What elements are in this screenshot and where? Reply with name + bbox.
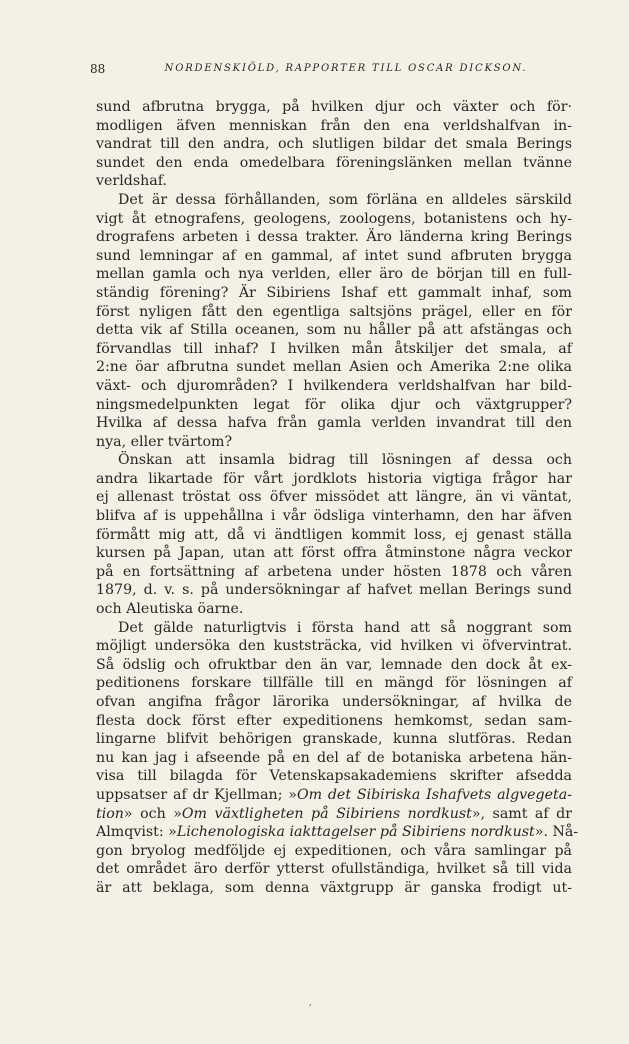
italic-title: tion: [96, 805, 124, 822]
text-line: Hvilka af dessa hafva från gamla verlden invandrat till den: [96, 415, 572, 432]
text-line: flesta dock först efter expeditionens hemkomst, sedan sam-: [96, 712, 572, 729]
text-line: möjligt undersöka den kuststräcka, vid hvilken vi öfvervintrat.: [96, 638, 572, 655]
text-line: ningsmedelpunkten legat för olika djur och växtgrupper?: [96, 396, 572, 413]
text-line: ej allenast tröstat oss öfver missödet att längre, än vi väntat,: [96, 489, 572, 506]
text-line: är att beklaga, som denna växtgrupp är ganska frodigt ut-: [96, 879, 572, 896]
italic-title: Om det Sibiriska Ishafvets algvegeta-: [296, 786, 572, 803]
text-run: » och »: [123, 805, 182, 822]
text-run: Almqvist: »: [96, 824, 177, 841]
text-line: vandrat till den andra, och slutligen bildar det smala Berings: [96, 136, 572, 153]
page-number: 88: [90, 62, 106, 76]
text-line: sund lemningar af en gammal, af intet sund afbruten brygga: [96, 247, 572, 264]
text-line: nu kan jag i afseende på en del af de botaniska arbetena hän-: [96, 749, 572, 766]
text-line: gon bryolog medföljde ej expeditionen, och våra samlingar på: [96, 842, 572, 859]
text-line: andra likartade för vårt jordklots historia vigtiga frågor har: [96, 470, 572, 487]
text-line: förmått mig att, då vi ändtligen kommit loss, ej genast ställa: [96, 526, 572, 543]
text-line: vigt åt etnografens, geologens, zoologens, botanistens och hy-: [96, 210, 572, 227]
text-line: visa till bilagda för Vetenskapsakademiens skrifter afsedda: [96, 768, 572, 785]
text-line: först nyligen fått den egentliga saltsjöns prägel, eller en för: [96, 303, 572, 320]
text-line: ofvan angifna frågor lärorika undersökningar, af hvilka de: [96, 694, 572, 710]
text-line: blifva af is uppehållna i vår ödsliga vinterhamn, den har äfven: [96, 508, 572, 525]
text-line: detta vik af Stilla oceanen, som nu håller på att afstängas och: [96, 322, 572, 339]
text-line: Det gälde naturligtvis i första hand att så noggrant som: [118, 619, 572, 636]
text-line: nya, eller tvärtom?: [96, 433, 233, 450]
text-line: sundet den enda omedelbara föreningslänken mellan tvänne: [96, 154, 572, 171]
text-run: ». Nå-: [534, 824, 579, 841]
text-line: på en fortsättning af arbetena under hösten 1878 och våren: [96, 563, 572, 580]
text-line: ständig förening? Är Sibiriens Ishaf ett gammalt inhaf, som: [96, 284, 572, 301]
text-line: och Aleutiska öarne.: [96, 601, 244, 618]
text-line: det området äro derför ytterst ofullständiga, hvilket så till vida: [96, 861, 572, 878]
body-text: [96, 98, 579, 898]
text-line: 1879, d. v. s. på undersökningar af hafvet mellan Berings sund: [96, 582, 572, 599]
text-line-with-title: [96, 823, 579, 842]
text-line: lingarne blifvit behörigen granskade, kunna slutföras. Redan: [96, 731, 572, 748]
italic-title: Om växtligheten på Sibiriens nordkust: [181, 805, 472, 822]
text-run: uppsatser af dr Kjellman; »: [96, 786, 297, 803]
text-line: kursen på Japan, utan att först offra åtminstone några veckor: [96, 545, 572, 562]
footer-mark: ‚: [309, 998, 312, 1008]
text-line-with-title: [96, 786, 572, 805]
text-line: Det är dessa förhållanden, som förläna en alldeles särskild: [118, 191, 572, 208]
text-line: drografens arbeten i dessa trakter. Äro länderna kring Berings: [96, 229, 572, 246]
text-line: sund afbrutna brygga, på hvilken djur och växter och för·: [96, 99, 572, 115]
text-line: Så ödslig och ofruktbar den än var, lemnade den dock åt ex-: [96, 656, 572, 673]
page-header: [90, 62, 572, 78]
text-line: växt- och djurområden? I hvilkendera verldshalfvan har bild-: [96, 377, 572, 394]
running-head: NORDENSKIÖLD, RAPPORTER TILL OSCAR DICKSON.: [164, 63, 528, 74]
text-line: förvandlas till inhaf? I hvilken mån åtskiljer det smala, af: [96, 340, 572, 357]
text-line: modligen äfven menniskan från den ena verldshalfvan in-: [96, 117, 572, 134]
text-line: 2:ne öar afbrutna sundet mellan Asien och Amerika 2:ne olika: [96, 359, 572, 376]
text-run: », samt af dr: [471, 805, 572, 822]
text-line-with-title: [96, 805, 572, 824]
text-line: mellan gamla och nya verlden, eller äro de början till en full-: [96, 266, 572, 283]
text-line: peditionens forskare tillfälle till en mängd för lösningen af: [96, 675, 572, 692]
text-line: verldshaf.: [96, 173, 167, 190]
text-line: Önskan att insamla bidrag till lösningen af dessa och: [118, 452, 572, 469]
italic-title: Lichenologiska iakttagelser på Sibiriens nordkust: [176, 824, 535, 841]
